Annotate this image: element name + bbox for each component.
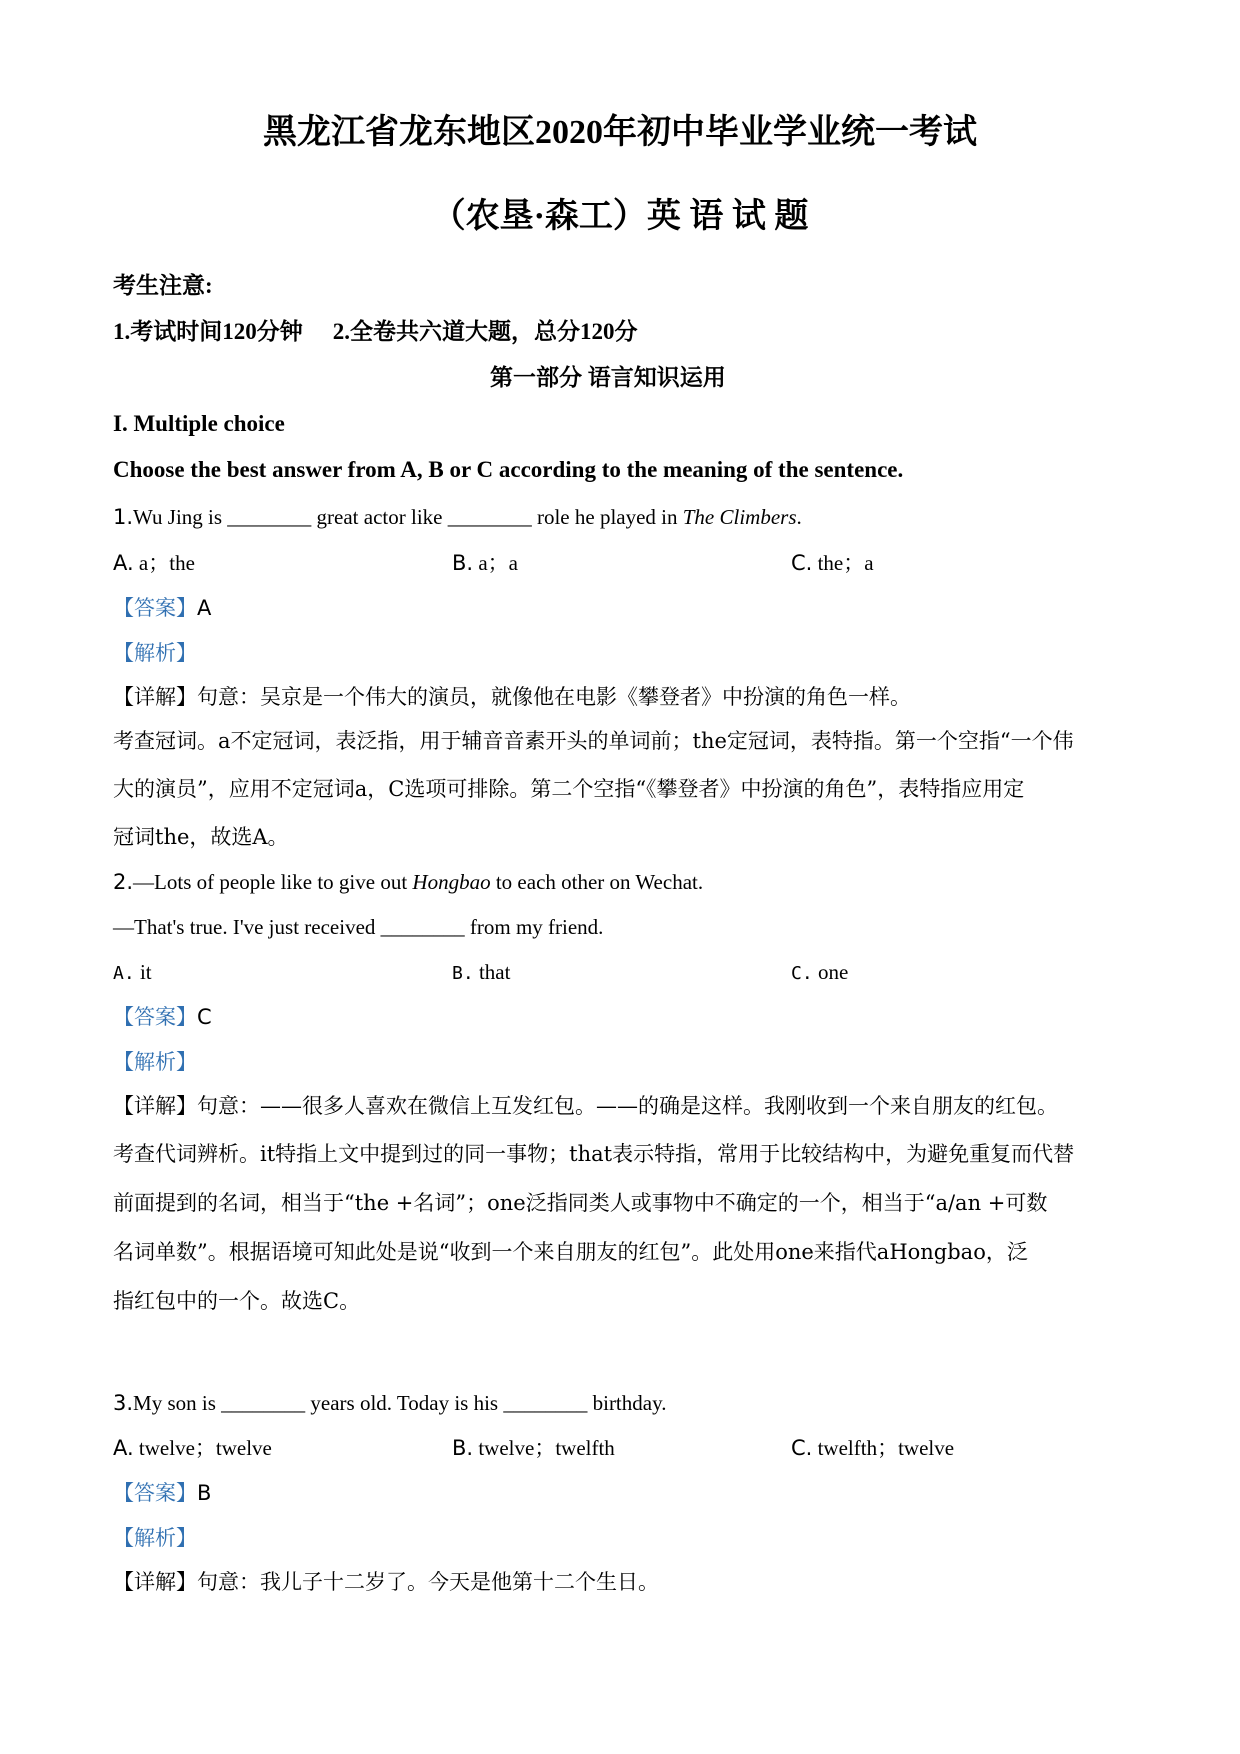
detail-label: 【详解】 — [113, 685, 197, 709]
question-2-stem-line2: —That's true. I've just received ________ from my friend. — [113, 915, 604, 939]
option-letter: A. — [113, 1436, 134, 1460]
answer-value: C — [197, 1005, 212, 1029]
detail-text: 句意：——很多人喜欢在微信上互发红包。——的确是这样。我刚收到一个来自朋友的红包。 — [197, 1094, 1058, 1118]
option-letter: B. — [452, 963, 474, 984]
option-text: a；the — [138, 551, 195, 575]
analysis-label: 【解析】 — [113, 1526, 197, 1550]
stem-italic: Hongbao — [412, 870, 491, 894]
stem-text: —Lots of people like to give out — [133, 870, 413, 894]
question-number: 1. — [113, 505, 134, 529]
notice-label: 考生注意: — [113, 273, 213, 298]
analysis-label: 【解析】 — [113, 1050, 197, 1074]
option-letter: C. — [791, 551, 813, 575]
option-text: twelfth；twelve — [817, 1436, 955, 1460]
analysis-label: 【解析】 — [113, 641, 197, 665]
option-a — [113, 1434, 272, 1462]
option-text: twelve；twelfth — [478, 1436, 615, 1460]
option-text: twelve；twelve — [138, 1436, 272, 1460]
option-b — [452, 958, 510, 988]
option-text: that — [478, 960, 511, 984]
explanation-line: 大的演员”，应用不定冠词a，C选项可排除。第二个空指“《攀登者》中扮演的角色”，表特指应用定 — [113, 777, 1025, 801]
option-text: it — [139, 960, 152, 984]
question-number: 3. — [113, 1391, 134, 1415]
option-a — [113, 549, 195, 577]
detail-line — [113, 1568, 659, 1596]
stem-end: to each other on Wechat. — [490, 870, 704, 894]
stem-text: Wu Jing is ________ great actor like ________ role he played in — [133, 505, 683, 529]
exam-title-line1: 黑龙江省龙东地区2020年初中毕业学业统一考试 — [263, 114, 977, 151]
notice-time: 1.考试时间120分钟 — [113, 319, 303, 344]
detail-text: 句意：吴京是一个伟大的演员，就像他在电影《攀登者》中扮演的角色一样。 — [197, 685, 911, 709]
option-b — [452, 1434, 615, 1462]
stem-text: My son is ________ years old. Today is his ________ birthday. — [133, 1391, 667, 1415]
detail-label: 【详解】 — [113, 1094, 197, 1118]
explanation-line: 冠词the，故选A。 — [113, 825, 289, 849]
detail-text: 句意：我儿子十二岁了。今天是他第十二个生日。 — [197, 1570, 659, 1594]
option-c — [791, 549, 874, 577]
question-1-stem — [113, 503, 802, 531]
section-instruction: Choose the best answer from A, B or C according to the meaning of the sentence. — [113, 457, 904, 482]
stem-italic: The Climbers — [682, 505, 797, 529]
option-b — [452, 549, 518, 577]
question-number: 2. — [113, 870, 134, 894]
answer-line — [113, 594, 211, 622]
option-letter: B. — [452, 551, 474, 575]
answer-value: A — [197, 596, 212, 620]
option-c — [791, 958, 848, 988]
option-text: the；a — [817, 551, 874, 575]
option-letter: A. — [113, 963, 135, 984]
explanation-line: 指红包中的一个。故选C。 — [113, 1289, 361, 1313]
detail-line — [113, 683, 911, 711]
option-text: a；a — [478, 551, 518, 575]
option-text: one — [817, 960, 849, 984]
detail-label: 【详解】 — [113, 1570, 197, 1594]
explanation-line: 考查代词辨析。it特指上文中提到过的同一事物；that表示特指，常用于比较结构中，为避免重复而代替 — [113, 1142, 1075, 1166]
option-letter: B. — [452, 1436, 474, 1460]
option-a — [113, 958, 152, 988]
option-letter: A. — [113, 551, 134, 575]
exam-title-line2: （农垦·森工）英 语 试 题 — [431, 198, 809, 235]
explanation-line: 考查冠词。a不定冠词，表泛指，用于辅音音素开头的单词前；the定冠词，表特指。第一个空指“一个伟 — [113, 729, 1074, 753]
answer-line — [113, 1003, 212, 1031]
answer-label: 【答案】 — [113, 596, 197, 620]
option-letter: C. — [791, 963, 813, 984]
answer-label: 【答案】 — [113, 1005, 197, 1029]
section-heading: I. Multiple choice — [113, 411, 285, 436]
answer-line — [113, 1479, 211, 1507]
part-title: 第一部分 语言知识运用 — [490, 365, 726, 390]
question-3-stem — [113, 1389, 666, 1417]
notice-line — [113, 318, 638, 346]
explanation-line: 名词单数”。根据语境可知此处是说“收到一个来自朋友的红包”。此处用one来指代aHongbao，泛 — [113, 1240, 1028, 1264]
notice-total: 2.全卷共六道大题，总分120分 — [332, 319, 638, 344]
answer-label: 【答案】 — [113, 1481, 197, 1505]
question-2-stem — [113, 868, 703, 896]
stem-end: . — [796, 505, 802, 529]
option-letter: C. — [791, 1436, 813, 1460]
detail-line — [113, 1092, 1058, 1120]
answer-value: B — [197, 1481, 212, 1505]
option-c — [791, 1434, 954, 1462]
explanation-line: 前面提到的名词，相当于“the +名词”；one泛指同类人或事物中不确定的一个，相当于“a/an +可数 — [113, 1191, 1048, 1215]
